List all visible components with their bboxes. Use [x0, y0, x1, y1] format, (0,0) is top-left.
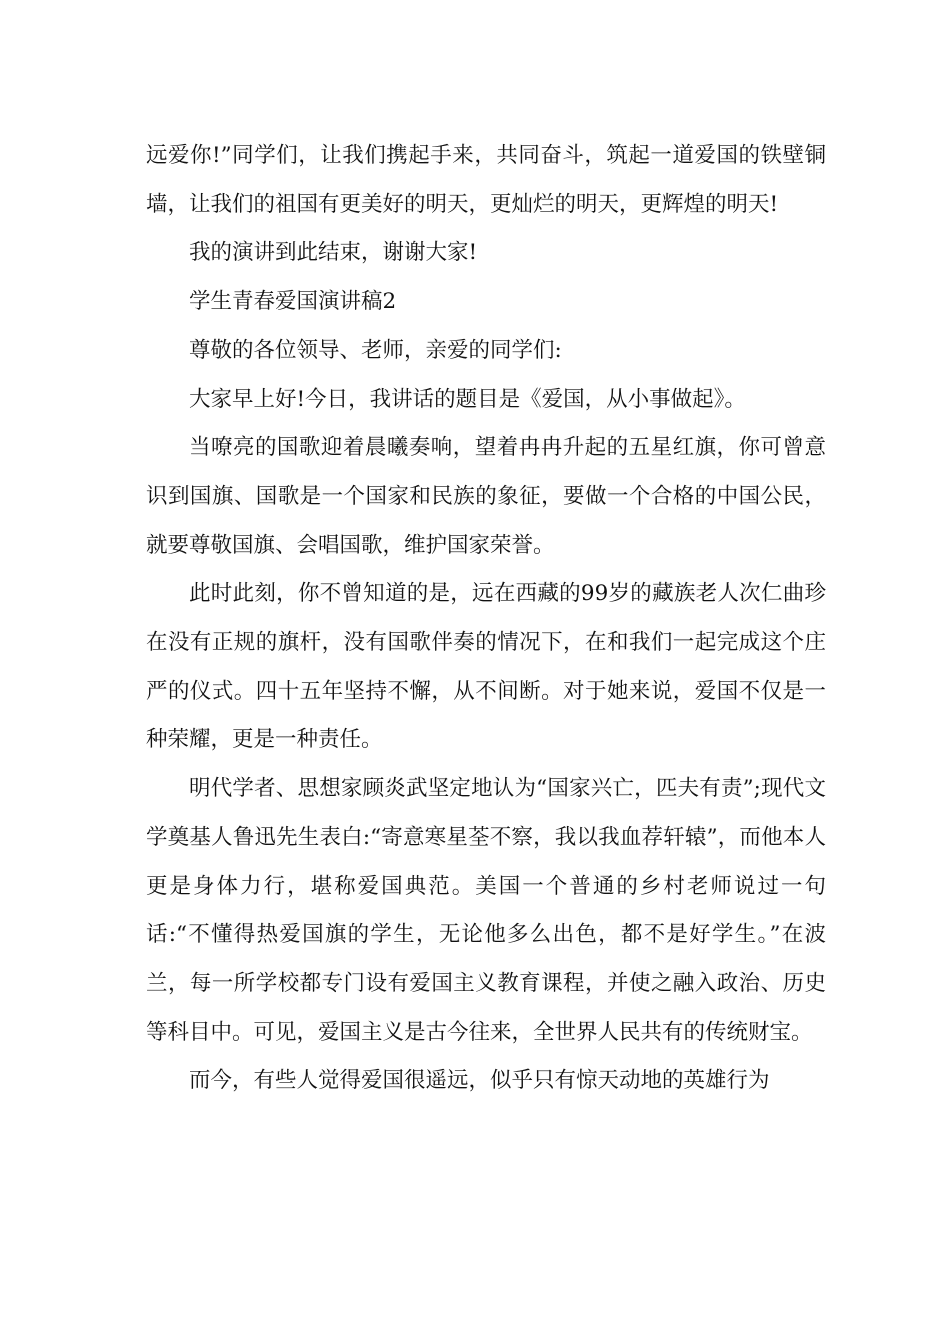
- paragraph: 远爱你!”同学们，让我们携起手来，共同奋斗，筑起一道爱国的铁壁铜墙，让我们的祖国有更美好的明天，更灿烂的明天，更辉煌的明天!: [146, 143, 826, 217]
- paragraph: 当嘹亮的国歌迎着晨曦奏响，望着冉冉升起的五星红旗，你可曾意识到国旗、国歌是一个国家和民族的象征，要做一个合格的中国公民，就要尊敬国旗、会唱国歌，维护国家荣誉。: [146, 435, 826, 558]
- salutation: 尊敬的各位领导、老师，亲爱的同学们:: [189, 337, 562, 363]
- document-body: [146, 132, 826, 1106]
- paragraph: 大家早上好!今日，我讲话的题目是《爱国，从小事做起》。: [189, 386, 746, 412]
- section-title: 学生青春爱国演讲稿2: [189, 289, 397, 315]
- paragraph: 此时此刻，你不曾知道的是，远在西藏的99岁的藏族老人次仁曲珍在没有正规的旗杆，没有国歌伴奏的情况下，在和我们一起完成这个庄严的仪式。四十五年坚持不懈，从不间断。对于她来说，爱国不仅是一种荣耀，更是一种责任。: [146, 581, 826, 753]
- paragraph: 明代学者、思想家顾炎武坚定地认为“国家兴亡，匹夫有责”;现代文学奠基人鲁迅先生表白:“寄意寒星荃不察，我以我血荐轩辕”，而他本人更是身体力行，堪称爱国典范。美国一个普通的乡村老师说过一句话:“不懂得热爱国旗的学生，无论他多么出色，都不是好学生。”在波兰，每一所学校都专门设有爱国主义教育课程，并使之融入政治、历史等科目中。可见，爱国主义是古今往来，全世界人民共有的传统财宝。: [146, 776, 826, 1045]
- paragraph: 而今，有些人觉得爱国很遥远，似乎只有惊天动地的英雄行为: [189, 1068, 770, 1094]
- paragraph: 我的演讲到此结束，谢谢大家!: [189, 240, 478, 266]
